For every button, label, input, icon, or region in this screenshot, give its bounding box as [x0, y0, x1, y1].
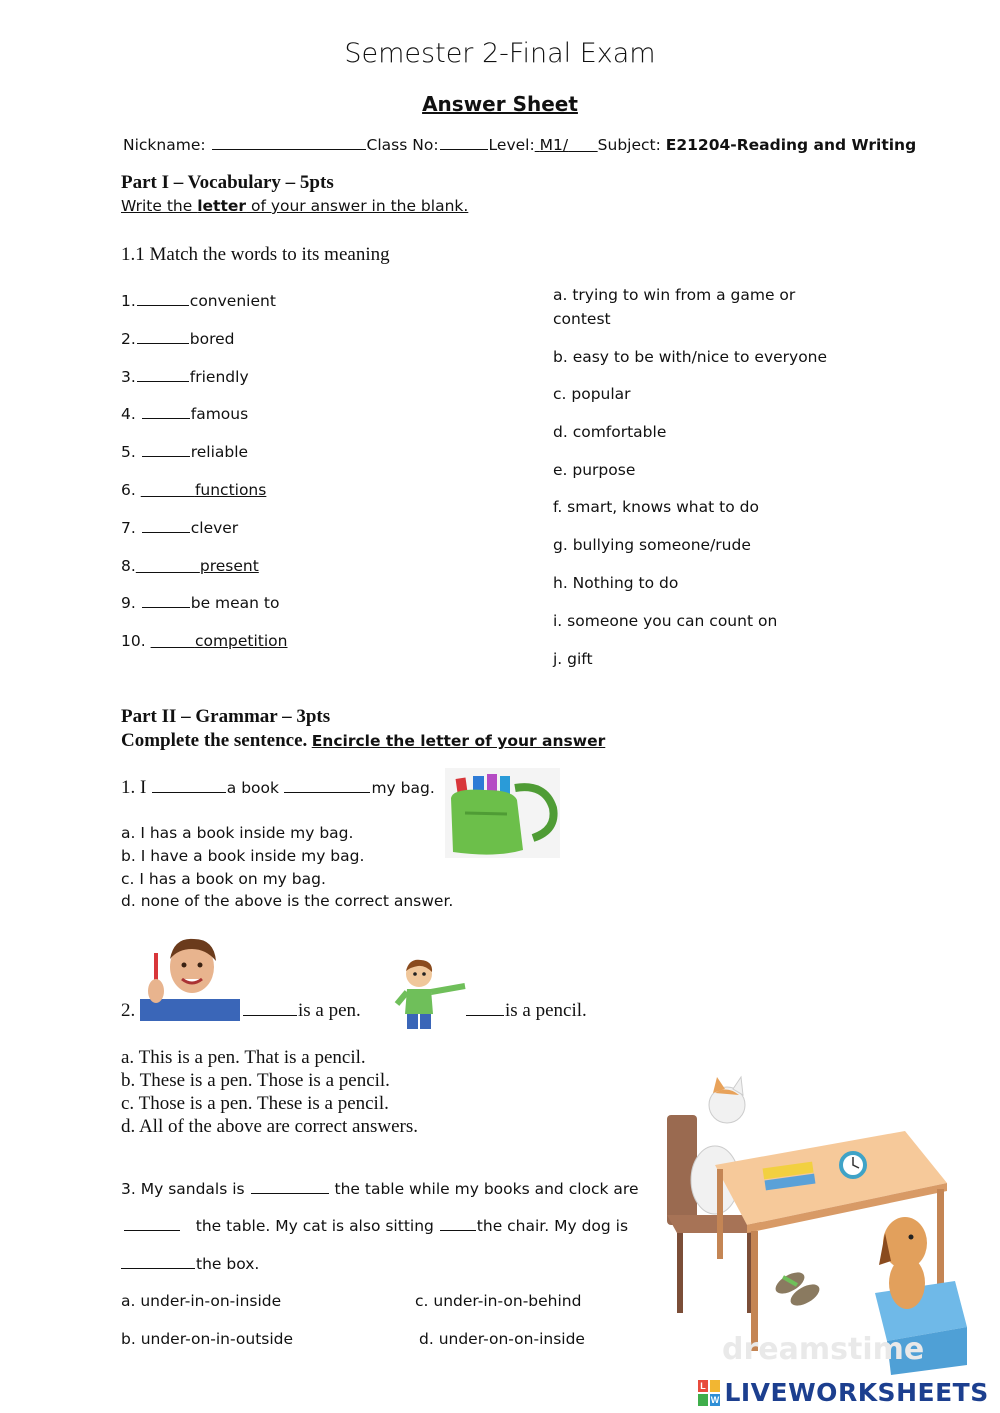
page-subtitle: Answer Sheet — [422, 92, 578, 116]
q3-line-2: the table. My cat is also sitting the chair. My dog is — [121, 1217, 628, 1235]
vocab-item-7: 7. clever — [121, 519, 239, 537]
answer-blank-1[interactable] — [137, 304, 189, 306]
vocab-item-1: 1. convenient — [121, 292, 276, 310]
q3-option-d[interactable]: d. under-on-on-inside — [419, 1330, 585, 1348]
classno-field[interactable] — [440, 148, 488, 150]
q3-option-a[interactable]: a. under-in-on-inside — [121, 1292, 282, 1310]
table-chair-pets-illustration — [655, 1065, 985, 1375]
answer-blank-3[interactable] — [137, 380, 189, 382]
vocab-item-5: 5. reliable — [121, 443, 249, 461]
meaning-d: d. comfortable — [553, 423, 667, 441]
vocab-item-4: 4. famous — [121, 405, 249, 423]
backpack-with-books-image — [445, 768, 560, 858]
meaning-h: h. Nothing to do — [553, 574, 679, 592]
q3-option-b[interactable]: b. under-on-in-outside — [121, 1330, 294, 1348]
q2-blank-2[interactable] — [466, 1014, 504, 1016]
part2-instruction: Complete the sentence. Encircle the letter of your answer — [121, 730, 606, 751]
q3-blank-2[interactable] — [124, 1229, 180, 1231]
meaning-c: c. popular — [553, 385, 631, 403]
level-label: Level: — [488, 136, 535, 154]
vocab-item-9: 9. be mean to — [121, 594, 280, 612]
dreamstime-watermark: dreamstime — [722, 1332, 925, 1367]
meaning-j: j. gift — [553, 650, 593, 668]
meaning-a: a. trying to win from a game or — [553, 286, 796, 304]
q2-blank-1[interactable] — [243, 1014, 297, 1016]
part1-section-title: 1.1 Match the words to its meaning — [121, 244, 390, 265]
liveworksheets-wordmark: LIVEWORKSHEETS — [724, 1378, 989, 1407]
q2-option-b[interactable]: b. These is a pen. Those is a pencil. — [121, 1070, 390, 1091]
q2-option-a[interactable]: a. This is a pen. That is a pencil. — [121, 1047, 366, 1068]
subject-value: E21204-Reading and Writing — [665, 136, 917, 154]
q1-blank-2[interactable] — [284, 791, 370, 793]
answer-blank-6[interactable]: functions — [194, 481, 267, 499]
vocab-item-2: 2. bored — [121, 330, 235, 348]
part1-instruction: Write the letter of your answer in the blank. — [121, 197, 469, 215]
liveworksheets-logo[interactable] — [698, 1378, 989, 1407]
subject-label: Subject: — [597, 136, 661, 154]
answer-blank-4[interactable] — [142, 417, 190, 419]
answer-blank-5[interactable] — [142, 455, 190, 457]
meaning-f: f. smart, knows what to do — [553, 498, 759, 516]
q1-option-a[interactable]: a. I has a book inside my bag. — [121, 824, 354, 842]
meaning-i: i. someone you can count on — [553, 612, 778, 630]
q2-blank1-group: is a pen. — [242, 1000, 361, 1022]
q3-option-c[interactable]: c. under-in-on-behind — [415, 1292, 582, 1310]
q2-option-c[interactable]: c. Those is a pen. These is a pencil. — [121, 1093, 389, 1114]
nickname-field[interactable] — [212, 148, 366, 150]
page-title: Semester 2-Final Exam — [344, 38, 656, 69]
answer-blank-7[interactable] — [142, 531, 190, 533]
boy-holding-pen-image — [140, 933, 240, 1021]
answer-blank-9[interactable] — [142, 606, 190, 608]
q3-blank-1[interactable] — [251, 1192, 329, 1194]
q2-blank2-group: is a pencil. — [465, 1000, 587, 1022]
q1-stem: 1. I a book my bag. — [121, 777, 435, 798]
answer-blank-2[interactable] — [137, 342, 189, 344]
answer-blank-8[interactable]: present — [199, 557, 259, 575]
meaning-b: b. easy to be with/nice to everyone — [553, 348, 828, 366]
meaning-g: g. bullying someone/rude — [553, 536, 751, 554]
student-info-row — [123, 136, 916, 154]
q1-blank-1[interactable] — [152, 791, 226, 793]
meaning-a-cont: contest — [553, 310, 611, 328]
level-field[interactable]: M1/ — [539, 136, 569, 154]
q1-option-d[interactable]: d. none of the above is the correct answer. — [121, 892, 454, 910]
vocab-item-3: 3. friendly — [121, 368, 249, 386]
q2-stem-part1: 2. — [121, 1000, 136, 1021]
q3-blank-3[interactable] — [440, 1229, 476, 1231]
nickname-label: Nickname: — [123, 136, 206, 154]
part2-heading: Part II – Grammar – 3pts — [121, 706, 331, 727]
q3-line-1: 3. My sandals is the table while my books and clock are — [121, 1180, 639, 1198]
answer-blank-10[interactable]: competition — [194, 632, 288, 650]
meaning-e: e. purpose — [553, 461, 636, 479]
q1-option-b[interactable]: b. I have a book inside my bag. — [121, 847, 365, 865]
liveworksheets-icon: L W — [698, 1380, 720, 1406]
classno-label: Class No: — [366, 136, 439, 154]
boy-pointing-image — [385, 956, 470, 1036]
vocab-item-6: 6. functions — [121, 481, 267, 499]
q2-option-d[interactable]: d. All of the above are correct answers. — [121, 1116, 419, 1137]
q3-line-3: the box. — [121, 1255, 259, 1273]
part1-heading: Part I – Vocabulary – 5pts — [121, 172, 334, 193]
q3-blank-4[interactable] — [121, 1267, 195, 1269]
vocab-item-10: 10. competition — [121, 632, 288, 650]
vocab-item-8: 8. present — [121, 557, 259, 575]
q1-option-c[interactable]: c. I has a book on my bag. — [121, 870, 326, 888]
